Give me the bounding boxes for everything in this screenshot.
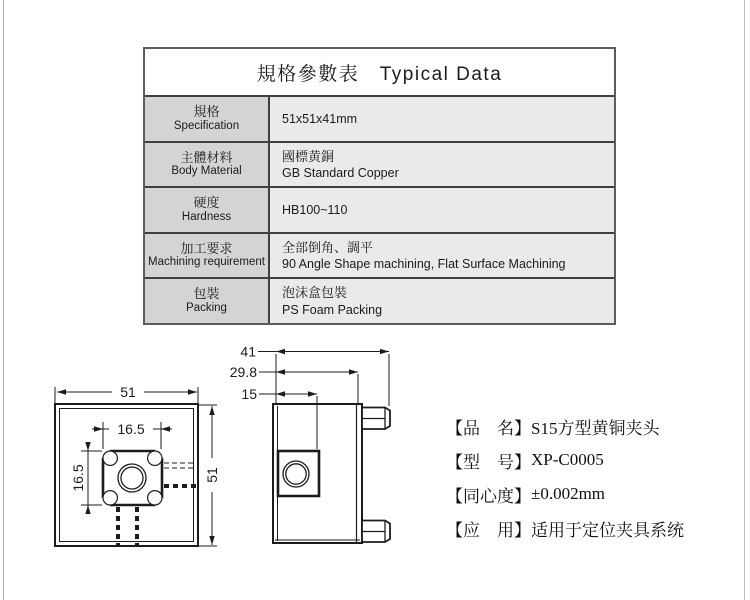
concentricity-line	[446, 477, 684, 511]
value-en: GB Standard Copper	[282, 165, 399, 180]
corner-relief-circle	[148, 491, 162, 505]
spec-table	[143, 47, 616, 325]
value-zh: 全部倒角、調平	[282, 239, 374, 255]
pocket-height-dim-label: 16.5	[70, 464, 86, 492]
info-value: XP-C0005	[531, 450, 604, 469]
value-cell	[270, 143, 614, 187]
info-label: 【应 用】	[446, 520, 531, 540]
info-label: 【品 名】	[446, 418, 531, 438]
label-cell	[145, 143, 270, 187]
info-label: 【型 号】	[446, 452, 531, 472]
value-zh: 泡沫盒包裝	[282, 285, 348, 301]
label-cell	[145, 97, 270, 141]
label-zh: 主體材料	[180, 149, 233, 165]
value-en: PS Foam Packing	[282, 302, 383, 317]
value-cell	[270, 188, 614, 232]
info-value: ±0.002mm	[531, 484, 606, 503]
corner-relief-circle	[103, 451, 117, 465]
label-zh: 包裝	[193, 286, 220, 302]
center-hole-outer	[118, 464, 146, 492]
info-label: 【同心度】	[446, 486, 531, 506]
application-line	[446, 511, 684, 545]
label-en: Machining requirement	[148, 256, 265, 269]
table-row-hardness	[145, 186, 614, 232]
label-en: Specification	[173, 119, 240, 132]
spec-table-title: 規格參數表 Typical Data	[145, 49, 614, 95]
front-width-dim-label: 51	[120, 384, 136, 400]
front-height-dim-label: 51	[204, 467, 220, 483]
label-cell	[145, 279, 270, 323]
label-zh: 加工要求	[180, 240, 233, 256]
corner-relief-circle	[148, 451, 162, 465]
label-cell	[145, 188, 270, 232]
label-cell	[145, 234, 270, 278]
info-value: S15方型黄铜夹头	[531, 418, 660, 438]
side-hole-outer	[283, 461, 309, 487]
value-en: 51x51x41mm	[282, 111, 358, 126]
table-row-specification	[145, 95, 614, 141]
label-zh: 規格	[193, 104, 220, 120]
front-view-drawing	[55, 384, 220, 546]
top-stud	[362, 408, 390, 430]
info-value: 适用于定位夹具系统	[531, 520, 684, 540]
bottom-stud	[362, 521, 390, 543]
table-row-body-material	[145, 141, 614, 187]
value-zh: 國標黄銅	[282, 148, 335, 164]
label-en: Packing	[186, 302, 227, 314]
product-info-block	[446, 409, 684, 545]
label-en: Hardness	[181, 210, 232, 223]
model-number-line	[446, 443, 684, 477]
body-depth-dim-label: 29.8	[229, 364, 257, 380]
corner-relief-circle	[103, 491, 117, 505]
pocket-depth-dim-label: 15	[241, 386, 257, 402]
pocket-width-dim-label: 16.5	[117, 421, 145, 437]
value-en: HB100~110	[282, 202, 348, 217]
value-en: 90 Angle Shape machining, Flat Surface Machining	[282, 256, 566, 271]
overall-depth-dim-label: 41	[240, 343, 256, 360]
label-en: Body Material	[171, 165, 242, 178]
value-cell	[270, 97, 614, 141]
value-cell	[270, 234, 614, 278]
table-row-packing	[145, 277, 614, 323]
side-view-drawing	[230, 344, 390, 544]
product-name-line	[446, 409, 684, 443]
label-zh: 硬度	[193, 195, 220, 211]
value-cell	[270, 279, 614, 323]
table-row-machining	[145, 232, 614, 278]
